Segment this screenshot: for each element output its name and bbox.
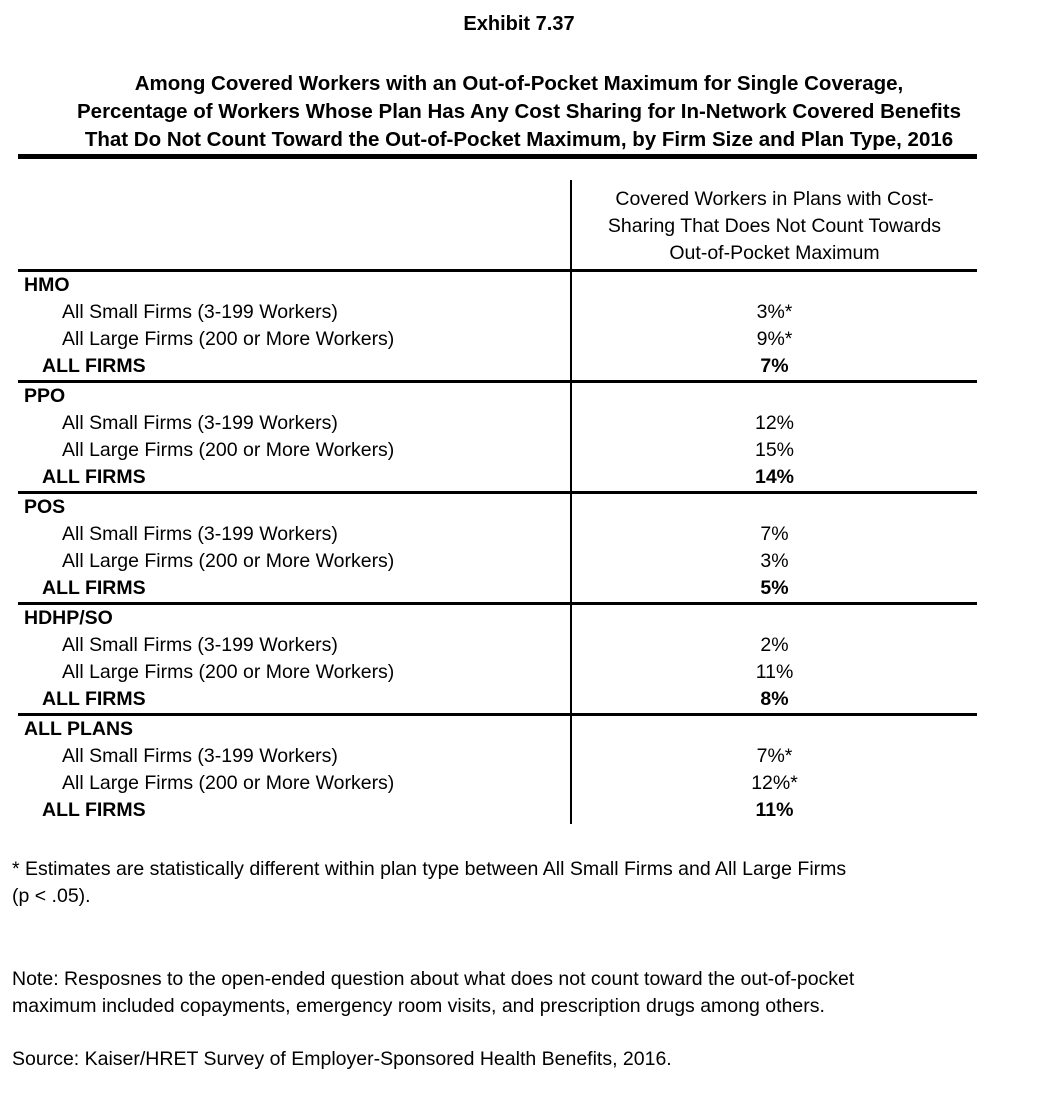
- all-firms-row-label: ALL FIRMS: [42, 799, 146, 821]
- plan-row-value: [571, 493, 977, 522]
- large-firms-row: [18, 326, 977, 353]
- all-firms-row: [18, 353, 977, 382]
- large-firms-row-label: All Large Firms (200 or More Workers): [62, 550, 395, 572]
- small-firms-row: [18, 743, 977, 770]
- significance-footnote-line: * Estimates are statistically different within plan type between All Small Firms and All Large Firms: [12, 858, 847, 880]
- large-firms-row-label: All Large Firms (200 or More Workers): [62, 772, 395, 794]
- exhibit-table: [18, 180, 977, 824]
- all-firms-row: [18, 686, 977, 715]
- note-footnote: [12, 966, 1038, 1020]
- small-firms-row-label: All Small Firms (3-199 Workers): [62, 301, 338, 323]
- all-firms-row-label: ALL FIRMS: [18, 686, 571, 715]
- small-firms-row: [18, 410, 977, 437]
- large-firms-row-value: 3%: [571, 548, 977, 575]
- plan-row-label: HMO: [24, 274, 70, 296]
- main-title-line: Percentage of Workers Whose Plan Has Any Cost Sharing for In-Network Covered Benefits: [77, 100, 961, 123]
- title-rule: [18, 154, 977, 159]
- plan-row: [18, 382, 977, 411]
- plan-row-label: PPO: [24, 385, 66, 407]
- plan-row: [18, 271, 977, 300]
- value-column-header: [571, 180, 977, 271]
- plan-row-value: [571, 271, 977, 300]
- small-firms-row-value: 2%: [571, 632, 977, 659]
- table-header-row: [18, 180, 977, 271]
- all-firms-row: [18, 797, 977, 824]
- all-firms-row-value: 14%: [571, 464, 977, 493]
- all-firms-row-label: ALL FIRMS: [18, 464, 571, 493]
- value-column-header-line: Sharing That Does Not Count Towards: [607, 215, 942, 237]
- main-title-line: That Do Not Count Toward the Out-of-Pocket Maximum, by Firm Size and Plan Type, 2016: [84, 128, 954, 151]
- large-firms-row-label: All Large Firms (200 or More Workers): [62, 328, 395, 350]
- exhibit-label: Exhibit 7.37: [463, 13, 575, 35]
- value-column-header-line: Out-of-Pocket Maximum: [669, 242, 880, 264]
- small-firms-row-value: 7%: [571, 521, 977, 548]
- small-firms-row-label: All Small Firms (3-199 Workers): [62, 745, 338, 767]
- source-footnote: Source: Kaiser/HRET Survey of Employer-Sponsored Health Benefits, 2016.: [12, 1048, 672, 1070]
- small-firms-row-label: All Small Firms (3-199 Workers): [62, 412, 338, 434]
- plan-row: [18, 493, 977, 522]
- small-firms-row: [18, 632, 977, 659]
- all-firms-row-value: 7%: [571, 353, 977, 382]
- large-firms-row-value: 11%: [571, 659, 977, 686]
- note-footnote-line: Note: Resposnes to the open-ended question about what does not count toward the out-of-pocket: [12, 968, 855, 990]
- value-column-header-line: Covered Workers in Plans with Cost-: [615, 188, 934, 210]
- header-empty-cell: [18, 180, 571, 271]
- main-title: [0, 70, 1038, 154]
- large-firms-row: [18, 659, 977, 686]
- footnotes: [12, 856, 1038, 1073]
- large-firms-row: [18, 437, 977, 464]
- large-firms-row-value: 9%*: [571, 326, 977, 353]
- note-footnote-line: maximum included copayments, emergency room visits, and prescription drugs among others.: [12, 995, 825, 1017]
- small-firms-row-value: 12%: [571, 410, 977, 437]
- small-firms-row-value: 7%*: [571, 743, 977, 770]
- plan-row-value: [571, 715, 977, 744]
- all-firms-row: [18, 464, 977, 493]
- large-firms-row: [18, 548, 977, 575]
- large-firms-row-value: 15%: [571, 437, 977, 464]
- all-firms-row-value: 8%: [571, 686, 977, 715]
- significance-footnote: [12, 856, 1038, 910]
- small-firms-row-label: All Small Firms (3-199 Workers): [62, 523, 338, 545]
- plan-row-label: POS: [24, 496, 66, 518]
- large-firms-row: [18, 770, 977, 797]
- all-firms-row-value: 5%: [571, 575, 977, 604]
- all-firms-row-label: ALL FIRMS: [18, 575, 571, 604]
- plan-row-value: [571, 604, 977, 633]
- small-firms-row-value: 3%*: [571, 299, 977, 326]
- large-firms-row-label: All Large Firms (200 or More Workers): [62, 439, 395, 461]
- plan-row: [18, 715, 977, 744]
- large-firms-row-value: 12%*: [571, 770, 977, 797]
- plan-row-label: HDHP/SO: [24, 607, 113, 629]
- plan-row: [18, 604, 977, 633]
- small-firms-row-label: All Small Firms (3-199 Workers): [62, 634, 338, 656]
- all-firms-row-value: 11%: [571, 797, 977, 824]
- small-firms-row: [18, 299, 977, 326]
- all-firms-row: [18, 575, 977, 604]
- main-title-line: Among Covered Workers with an Out-of-Pocket Maximum for Single Coverage,: [134, 72, 904, 95]
- large-firms-row-label: All Large Firms (200 or More Workers): [62, 661, 395, 683]
- plan-row-label: ALL PLANS: [24, 718, 134, 740]
- small-firms-row: [18, 521, 977, 548]
- table-body: [18, 180, 977, 824]
- all-firms-row-label: ALL FIRMS: [18, 353, 571, 382]
- plan-row-value: [571, 382, 977, 411]
- significance-footnote-line: (p < .05).: [12, 885, 91, 907]
